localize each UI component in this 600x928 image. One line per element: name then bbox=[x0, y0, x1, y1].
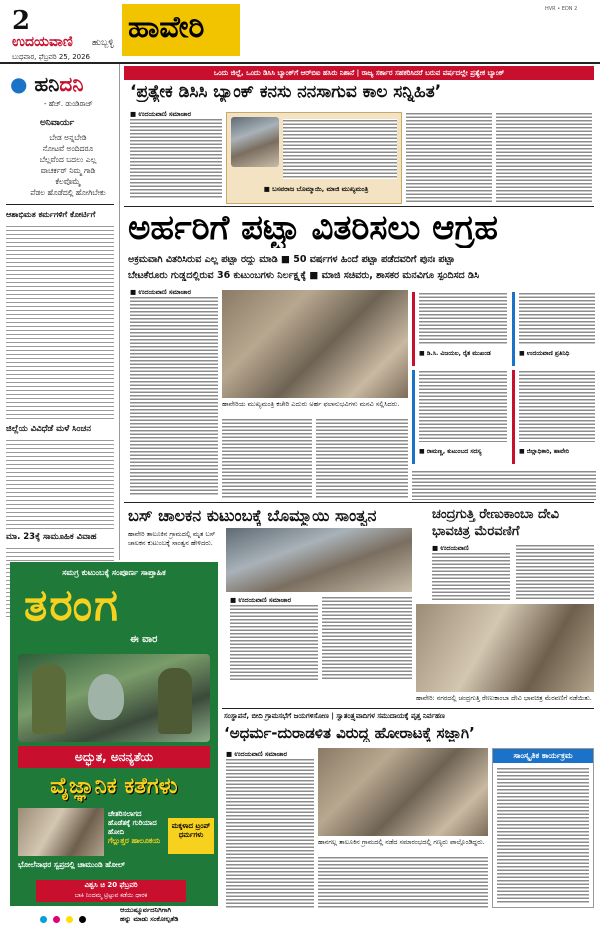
top-banner-body-col4 bbox=[496, 112, 592, 204]
poem-title: ಅನಿವಾರ್ಯ bbox=[40, 118, 75, 128]
ad-feature1: ಚೇತರಿಸಲಾಗದ ಹೊಡೆತಕ್ಕೆ ಗುರಿಯಾದ ಹೋದಿ bbox=[108, 810, 157, 836]
poem-line: ನೋಟವೆ ಅಂದಿದರೂ bbox=[42, 144, 94, 153]
bottom-photo-caption: ಹಾನಗಲ್ಲ ತಾಲೂಕಿನ ಗ್ರಾಮದಲ್ಲಿ ನಡೆದ ಸಮಾರಂಭದಲ್ಲಿ ಗಣ್ಯರು ಪಾಲ್ಗೊಂಡಿದ್ದರು. bbox=[318, 838, 485, 846]
cultural-box-body bbox=[497, 767, 589, 903]
ad-tagline: ಸಮಗ್ರ ಕುಟುಂಬಕ್ಕೆ ಸಂಪೂರ್ಣ ಸಾಪ್ತಾಹಿಕ bbox=[62, 568, 166, 577]
top-banner-headline: ‘ಪ್ರತ್ಯೇಕ ಡಿಸಿಸಿ ಬ್ಯಾಂಕ್ ಕನಸು ನನಸಾಗುವ ಕಾಲ ಸನ್ನಿಹಿತ’ bbox=[130, 82, 442, 102]
bus-photo-caption: ಹಾವೇರಿ ತಾಲೂಕಿನ ಗ್ರಾಮದಲ್ಲಿ ಮೃತ ಬಸ್ ಚಾಲಕನ ಕುಟುಂಬಕ್ಕೆ ಸಾಂತ್ವನ ಹೇಳಿದರು. bbox=[128, 530, 216, 547]
top-banner-byline: ■ ಉದಯವಾಣಿ ಸಮಾಚಾರ bbox=[130, 110, 192, 118]
hani-dani-heading bbox=[10, 72, 83, 96]
ad-date-line: ವಿಶ್ವಸಿ ಚಿ 20 ಫೆಬ್ರವರಿ bbox=[84, 881, 138, 889]
bus-body-col1 bbox=[230, 604, 318, 680]
soldier-figure-icon bbox=[158, 668, 192, 734]
lead-deck1: ಅಕ್ರಮವಾಗಿ ವಿತರಿಸಿರುವ ಎಲ್ಲ ಪಟ್ಟಾ ರದ್ದು ಮಾಡಿ ■ 50 ವರ್ಷಗಳ ಹಿಂದೆ ಪಟ್ಟಾ ಪಡೆದವರಿಗೆ ಪುನಃ ಪಟ್ಟಾ bbox=[128, 254, 455, 265]
small-ad-line1: ಆಯುಷ್ಮೂರ್ವದನಿಗಿಗಾಗಿ bbox=[120, 906, 172, 914]
reg-dot-magenta bbox=[53, 916, 60, 923]
poem-line: ಪೆಡಲ ಹೊಡೆದಲ್ಲಿ ಹೋಗಿಬೇಕು bbox=[30, 188, 106, 197]
quote-box-3 bbox=[412, 370, 508, 464]
divider bbox=[6, 204, 114, 205]
divider bbox=[124, 502, 594, 503]
ad-brand-sub: ಈ ವಾರ bbox=[130, 634, 158, 645]
paper-name: ಉದಯವಾಣಿ bbox=[12, 34, 73, 50]
quote-box-4 bbox=[512, 370, 596, 464]
quote-author: ■ ಉದಯವಾಣಿ ಪ್ರತಿನಿಧಿ bbox=[519, 350, 570, 357]
edition-name: ಹುಬ್ಬಳ್ಳಿ bbox=[92, 38, 114, 48]
masthead bbox=[0, 0, 600, 64]
ad-date-line2: ಬಾಕಿ ನಿಂದಮ್ಮ ಟ್ರಿಟ್ಟುವ ಕಡೆಯಿ ಧಾರಕ bbox=[74, 892, 148, 899]
corner-text: HVR • EDN 2 bbox=[545, 6, 578, 12]
divider bbox=[222, 708, 594, 709]
small-ad-line2: ಹನ್ನು ಮಾಡು ಸಂಕೋಲ್ಪತೆಡಿ bbox=[120, 915, 179, 923]
bottom-body-col2 bbox=[318, 856, 488, 908]
lead-byline: ■ ಉದಯವಾಣಿ ಸಮಾಚಾರ bbox=[130, 288, 192, 296]
ad-feature2: ಗೆಲ್ಲುತ್ತರ ಹಾಲೂಕಯ bbox=[108, 836, 161, 845]
portrait-caption: ■ ಬಸವರಾಜ ಬೊಮ್ಮಾಯಿ, ಮಾಜಿ ಮುಖ್ಯಮಂತ್ರಿ bbox=[263, 185, 369, 193]
lead-photo-caption: ಹಾವೇರಿಯ ಮುಖ್ಯಮಂತ್ರಿ ಕಚೇರಿ ಎದುರು ಅರ್ಹ ಫಲಾನುಭವಿಗಳು ಮನವಿ ಸಲ್ಲಿಸಿದರು. bbox=[222, 400, 400, 408]
lead-body-col4 bbox=[412, 470, 596, 500]
page-number: 2 bbox=[12, 6, 31, 36]
soldier-figure-icon bbox=[32, 664, 66, 734]
top-banner-body-col3 bbox=[406, 112, 492, 204]
drop-icon: ● bbox=[10, 72, 28, 96]
poem-lines bbox=[20, 132, 116, 198]
alien-figure-icon bbox=[88, 674, 124, 720]
date-line: ಬುಧವಾರ, ಫೆಬ್ರವರಿ 25, 2026 bbox=[12, 53, 91, 61]
divider bbox=[124, 206, 594, 207]
ad-brand: ತರಂಗ bbox=[24, 580, 120, 631]
lead-headline: ಅರ್ಹರಿಗೆ ಪಟ್ಟಾ ವಿತರಿಸಲು ಆಗ್ರಹ bbox=[128, 208, 498, 248]
quote-author: ■ ಡಿ.ಸಿ. ವಿಜಯಲ, ರೈತ ಮುಖಂಡ bbox=[419, 350, 491, 357]
bus-body-col2 bbox=[322, 596, 412, 680]
portrait-photo bbox=[231, 117, 279, 167]
bottom-photo bbox=[318, 748, 488, 836]
bottom-body-col1 bbox=[226, 758, 314, 908]
bus-headline: ಬಸ್ ಚಾಲಕನ ಕುಟುಂಬಕ್ಕೆ ಬೊಮ್ಮಾಯಿ ಸಾಂತ್ವನ bbox=[128, 506, 377, 525]
chandragutti-headline: ಚಂದ್ರಗುತ್ತಿ ರೇಣುಕಾಂಬಾ ದೇವಿ ಭಾವಚಿತ್ರ ಮೆರವಣಿಗೆ bbox=[432, 507, 560, 539]
quote-text bbox=[419, 370, 507, 442]
bus-photo bbox=[226, 528, 412, 592]
ad-feature3: ಮಕ್ಕಳಾದ ಟ್ರಂಪ್ ಧರ್ಮಗಳು bbox=[168, 818, 214, 854]
dani-title: ದನಿ bbox=[59, 72, 84, 96]
quote-box-1 bbox=[412, 292, 508, 366]
ad-feature4: ಭೋಲೆನಾಥರ ಸ್ವಪ್ರದಲ್ಲಿ ಚಾಮುಂಡಿ ಹೋಲ್ bbox=[18, 860, 126, 869]
chandragutti-body-col1 bbox=[432, 552, 510, 600]
left-story2-body bbox=[6, 438, 114, 530]
left-column bbox=[0, 64, 120, 560]
left-story3-headline: ಮಾ. 23ಕ್ಕೆ ಸಾಮೂಹಿಕ ವಿವಾಹ bbox=[6, 532, 97, 542]
reg-dot-yellow bbox=[66, 916, 73, 923]
poem-line: ಬೇಡ ಅನ್ನಬೇಡಿ bbox=[49, 133, 87, 142]
lead-photo bbox=[222, 290, 408, 398]
cultural-box-title: ಸಾಂಸ್ಕೃತಿಕ ಕಾರ್ಯಕ್ರಮ bbox=[493, 749, 593, 763]
ad-banner1: ಅದ್ಭುತ, ಅನನ್ಯತೆಯ bbox=[18, 746, 210, 768]
poem-line: ಕೆಲವೊಮ್ಮೆ bbox=[55, 177, 81, 186]
cultural-box bbox=[492, 748, 594, 908]
ad-date-badge bbox=[36, 880, 186, 902]
taranga-ad bbox=[10, 562, 218, 906]
left-story1-body bbox=[6, 224, 114, 420]
bottom-byline: ■ ಉದಯವಾಣಿ ಸಮಾಚಾರ bbox=[226, 750, 288, 758]
poem-line: ಬೆಲ್ಲವೆಂದ ಬದಲು ಎಲ್ಲ bbox=[39, 155, 97, 164]
top-banner-body bbox=[130, 118, 222, 198]
ad-illustration bbox=[18, 654, 210, 742]
chandragutti-photo bbox=[416, 604, 594, 692]
hani-dani-author: - ಹೆಚ್. ಡುಂಡಿರಾಜ್ bbox=[44, 100, 93, 108]
registration-marks bbox=[40, 914, 580, 924]
chandragutti-photo-caption: ಹಾವೇರಿ: ನಗರದಲ್ಲಿ ಚಂದ್ರಗುತ್ತಿ ರೇಣುಕಾಂಬಾ ದೇವಿ ಭಾವಚಿತ್ರ ಮೆರವಣಿಗೆ ನಡೆಯಿತು. bbox=[416, 694, 592, 702]
quote-text bbox=[519, 292, 595, 344]
quote-author: ■ ಜಿಲ್ಲಾಧಿಕಾರಿ, ಹಾವೇರಿ bbox=[519, 448, 570, 455]
portrait-box bbox=[226, 112, 402, 204]
hani-title: ಹನಿ bbox=[34, 72, 60, 96]
bottom-headline: ‘ಅಧರ್ಮ-ದುರಾಡಳಿತ ವಿರುದ್ಧ ಹೋರಾಟಕ್ಕೆ ಸಜ್ಜಾಗಿ’ bbox=[224, 724, 475, 742]
poem-line: ವಾಚರ್ಕರ್ ನಿಮ್ಮ ಗಾಡಿ bbox=[40, 166, 96, 175]
left-story1-headline: ಆಶಾಭಿಮತ ಕರ್ಮಗಳಿಗೆ ಕೋರ್ಟಿಗೆ bbox=[6, 210, 96, 219]
quote-author: ■ ರಾಮಣ್ಣ, ಕುಟುಂಬದ ಸದಸ್ಯ bbox=[419, 448, 482, 455]
lead-deck2: ಬೇಟಕೆರೂರು ಗುಡ್ಡದಲ್ಲಿರುವ 36 ಕುಟುಂಬಗಳು ನಿರ್ಲಕ್ಷ್ಯಕ್ಕೆ ■ ಮಾಜಿ ಸಚಿವರು, ಶಾಸಕರ ಮನವಿಗೂ ಸ್ಪಂದಿಸದ ಡಿಸಿ bbox=[128, 270, 479, 281]
quote-box-2 bbox=[512, 292, 596, 366]
left-story2-headline: ಜಿಲ್ಲೆಯ ವಿವಿಧೆಡೆ ಮಳೆ ಸಿಂಚನ bbox=[6, 424, 91, 434]
ad-banner2: ವೈಜ್ಞಾನಿಕ ಕತೆಗಳು bbox=[50, 774, 178, 799]
lead-body-col3 bbox=[316, 418, 408, 498]
reg-dot-cyan bbox=[40, 916, 47, 923]
quote-text bbox=[419, 292, 507, 344]
chandragutti-body-col2 bbox=[516, 544, 594, 600]
quote-text bbox=[519, 370, 595, 442]
section-title: ಹಾವೇರಿ bbox=[128, 10, 205, 45]
chandragutti-byline: ■ ಉದಯವಾಣಿ bbox=[432, 544, 469, 552]
bus-byline: ■ ಉದಯವಾಣಿ ಸಮಾಚಾರ bbox=[230, 596, 292, 604]
reg-dot-black bbox=[79, 916, 86, 923]
top-banner-kicker: ಒಂದು ಜಿಲ್ಲೆ, ಒಂದು ಡಿಸಿಸಿ ಬ್ಯಾಂಕ್‌ಗೆ ಆರ್‌ಬಿಐ ಹಸಿರು ನಿಶಾನೆ | ರಾಜ್ಯ ಸರ್ಕಾರ ಸಹಕರಿಸಿದರೆ ಬರುವ ವರ್ಷದಲ್ಲೇ ಪ್ರತ್ಯೇಕ ಬ್ಯಾಂಕ್ bbox=[124, 66, 594, 80]
portrait-quote bbox=[283, 119, 397, 179]
lead-body-col1 bbox=[130, 296, 218, 496]
lead-body-col2 bbox=[222, 418, 312, 498]
bottom-kicker: ಸಂಸ್ಥಾಪನೆ, ಬೀದಿ ಗ್ರಾಮಸಭೆಗೆ ಜಯಗಳಿಸೋಣ | ಸ್ವಾತಂತ್ರ್ಯವಾದಿಗಳ ಸಮುದಾಯಕ್ಕೆ ಪೃತ್ತ ನಿರ್ವಹಣ bbox=[224, 712, 445, 720]
ad-photo bbox=[18, 808, 104, 856]
